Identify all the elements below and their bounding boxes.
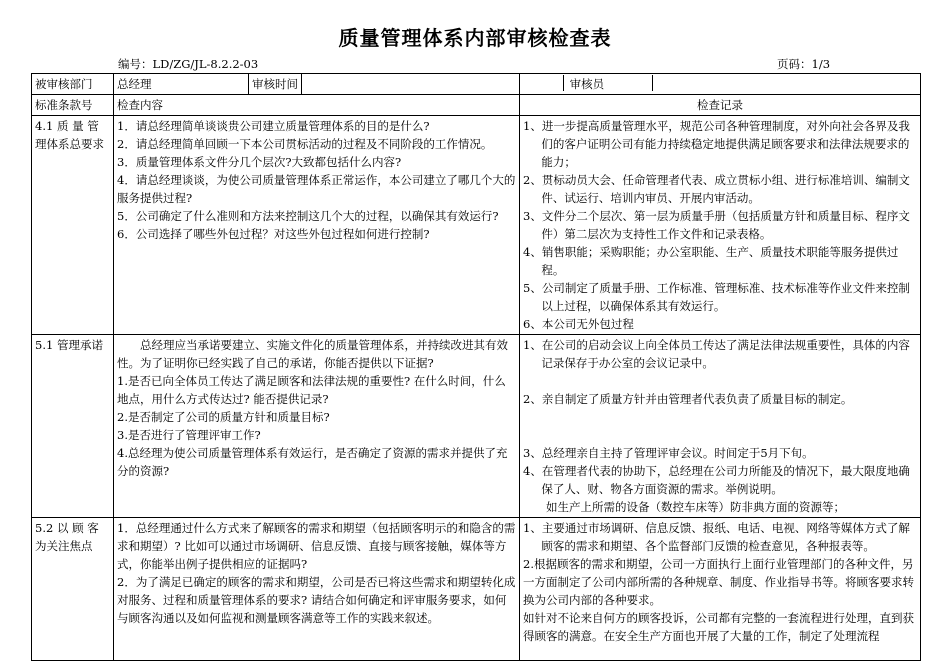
document-number: 编号：LD/ZG/JL-8.2.2-03: [118, 57, 259, 71]
content-cell: [114, 335, 520, 518]
content-item: 5．公司确定了什么准则和方法来控制这几个大的过程，以确保其有效运行?: [117, 209, 499, 223]
content-item: 2．为了满足已确定的顾客的需求和期望，公司是否已将这些需求和期望转化成对服务、过程和质量管理体系的要求? 请结合如何确定和评审服务要求，如何与顾客沟通以及如何监视和测量顾客满意等工作的实践来叙述。: [117, 575, 516, 625]
content-item: 1．请总经理简单谈谈贵公司建立质量管理体系的目的是什么?: [117, 119, 430, 133]
record-item: 1、进一步提高质量管理水平，规范公司各种管理制度，对外向社会各界及我们的客户证明公司有能力持续稳定地提供满足顾客要求和法律法规要求的能力；: [523, 119, 910, 169]
content-item: 3．质量管理体系文件分几个层次?大致都包括什么内容?: [117, 155, 402, 169]
record-item: 2、亲自制定了质量方针并由管理者代表负责了质量目标的制定。: [523, 392, 853, 406]
clause-cell: 5.2 以 顾 客为关注焦点: [32, 518, 114, 661]
record-item: 3、文件分二个层次、第一层为质量手册（包括质量方针和质量目标、程序文件）第二层次为支持性工作文件和记录表格。: [523, 209, 910, 241]
record-item: 6、本公司无外包过程: [523, 317, 634, 331]
audited-dept-value: 总经理: [114, 74, 249, 95]
content-item: 1．总经理通过什么方式来了解顾客的需求和期望（包括顾客明示的和隐含的需求和期望）? 比如可以通过市场调研、信息反馈、直接与顾客接触，媒体等方式，你能举出例子提供相应的证据吗?: [117, 521, 516, 571]
record-cell: [520, 116, 921, 335]
audited-dept-label: 被审核部门: [32, 74, 114, 95]
table-row: [32, 518, 921, 661]
page-number: 页码：1/3: [777, 57, 831, 71]
document-title: 质量管理体系内部审核检查表: [338, 26, 612, 50]
record-item: 4、在管理者代表的协助下，总经理在公司力所能及的情况下，最大限度地确保了人、财、物各方面资源的需求。举例说明。: [523, 464, 910, 496]
record-item: 5、公司制定了质量手册、工作标准、管理标准、技术标准等作业文件来控制以上过程，以确保体系其有效运行。: [523, 281, 910, 313]
auditor-label: 审核员: [568, 75, 653, 91]
record-item: 2、贯标动员大会、任命管理者代表、成立贯标小组、进行标准培训、编制文件、试运行、培训内审员、开展内审活动。: [523, 173, 910, 205]
record-item: 3、总经理亲自主持了管理评审会议。时间定于5月下旬。: [523, 446, 814, 460]
content-cell: [114, 518, 520, 661]
table-row: [32, 116, 921, 335]
record-item: 1、主要通过市场调研、信息反馈、报纸、电话、电视、网络等媒体方式了解顾客的需求和期望、各个监督部门反馈的检查意见，各种报表等。: [523, 521, 910, 553]
content-intro: 总经理应当承诺要建立、实施文件化的质量管理体系，并持续改进其有效性。为了证明你已经实践了自己的承诺，你能否提供以下证据?: [117, 338, 508, 370]
record-item: 如针对不论来自何方的顾客投诉，公司都有完整的一套流程进行处理，直到获得顾客的满意。在安全生产方面也开展了大量的工作，制定了处理流程: [523, 611, 914, 643]
header-row-columns: [32, 95, 921, 116]
clause-cell: 4.1 质 量 管理体系总要求: [32, 116, 114, 335]
content-item: 2．请总经理简单回顾一下本公司贯标活动的过程及不同阶段的工作情况。: [117, 137, 493, 151]
content-item: 1.是否已向全体员工传达了满足顾客和法律法规的重要性? 在什么时间，什么地点，用什么方式传达过? 能否提供记录?: [117, 374, 506, 406]
record-cell: [520, 518, 921, 661]
record-item: 4、销售职能；采购职能；办公室职能、生产、质量技术职能等服务提供过程。: [523, 245, 899, 277]
record-item: 如生产上所需的设备（数控车床等）防非典方面的资源等；: [546, 500, 845, 514]
record-column-header: 检查记录: [520, 95, 921, 116]
clause-cell: 5.1 管理承诺: [32, 335, 114, 518]
content-column-header: 检查内容: [114, 95, 520, 116]
content-cell: [114, 116, 520, 335]
content-item: 6．公司选择了哪些外包过程？对这些外包过程如何进行控制?: [117, 227, 430, 241]
record-cell: [520, 335, 921, 518]
clause-column-header: 标准条款号: [32, 95, 114, 116]
content-item: 3.是否进行了管理评审工作?: [117, 428, 261, 442]
table-row: [32, 335, 921, 518]
record-item: 2.根据顾客的需求和期望，公司一方面执行上面行业管理部门的各种文件，另一方面制定了公司内部所需的各种规章、制度、作业指导书等。将顾客要求转换为公司内部的各种要求。: [523, 557, 914, 607]
audit-time-label: 审核时间: [249, 74, 302, 95]
header-row-dept: [32, 74, 921, 95]
audit-time-value: [302, 74, 520, 95]
auditor-cell: [520, 74, 921, 95]
record-item: 1、在公司的启动会议上向全体员工传达了满足法律法规重要性，具体的内容记录保存于办公室的会议记录中。: [523, 338, 910, 370]
content-item: 4.总经理为使公司质量管理体系有效运行，是否确定了资源的需求并提供了充分的资源?: [117, 446, 508, 478]
audit-checklist-table: [31, 73, 921, 661]
content-item: 4．请总经理谈谈，为使公司质量管理体系正常运作，本公司建立了哪几个大的服务提供过程?: [117, 173, 516, 205]
content-item: 2.是否制定了公司的质量方针和质量目标?: [117, 410, 330, 424]
